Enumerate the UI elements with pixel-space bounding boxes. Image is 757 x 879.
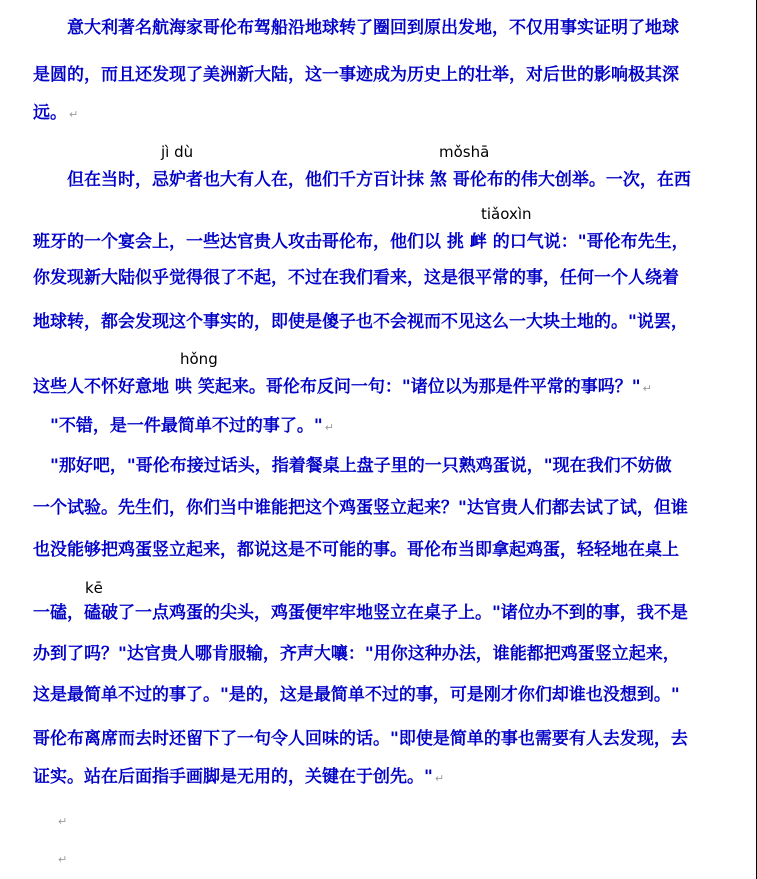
text-line-11: 一个试验。先生们，你们当中谁能把这个鸡蛋竖立起来？"达官贵人们都去试了试，但谁 [33, 498, 688, 518]
text-line-5: 班牙的一个宴会上，一些达官贵人攻击哥伦布，他们以 挑 衅 的口气说："哥伦布先生， [33, 232, 689, 252]
text-line-3: 远。 ↵ [33, 103, 79, 123]
text-line-6: 你发现新大陆似乎觉得很了不起，不过在我们看来，这是很平常的事，任何一个人绕着 [33, 268, 679, 288]
text-line-10: "那好吧，"哥伦布接过话头，指着餐桌上盘子里的一只熟鸡蛋说，"现在我们不妨做 [33, 456, 672, 476]
pinyin-ke: kē [85, 579, 103, 597]
text-line-13: 一磕，磕破了一点鸡蛋的尖头，鸡蛋便牢牢地竖立在桌子上。"诸位办不到的事，我不是 [33, 603, 688, 623]
pinyin-mosha: mǒshā [439, 143, 490, 161]
text-line-7: 地球转，都会发现这个事实的，即使是傻子也不会视而不见这么一大块土地的。"说罢， [33, 312, 688, 332]
text-line-2: 是圆的，而且还发现了美洲新大陆，这一事迹成为历史上的壮举，对后世的影响极其深 [33, 65, 679, 85]
paragraph-mark: ↵ [434, 772, 445, 785]
text-line-1: 意大利著名航海家哥伦布驾船沿地球转了圈回到原出发地，不仅用事实证明了地球 [33, 18, 679, 38]
text-line-14: 办到了吗？"达官贵人哪肯服输，齐声大嚷："用你这种办法，谁能都把鸡蛋竖立起来， [33, 644, 680, 664]
pinyin-tiaoxin: tiǎoxìn [481, 205, 532, 223]
text-line-17: 证实。站在后面指手画脚是无用的，关键在于创先。" ↵ [33, 767, 445, 787]
text-line-15: 这是最简单不过的事了。"是的，这是最简单不过的事，可是刚才你们却谁也没想到。" [33, 685, 680, 705]
empty-paragraph-mark: ↵ [58, 815, 68, 828]
paragraph-mark: ↵ [642, 382, 652, 395]
empty-paragraph-mark: ↵ [58, 853, 68, 866]
pinyin-hong: hǒng [180, 350, 218, 368]
text-line-4: 但在当时，忌妒者也大有人在，他们千方百计抹 煞 哥伦布的伟大创举。一次，在西 [33, 170, 691, 190]
text-line-8: 这些人不怀好意地 哄 笑起来。哥伦布反问一句："诸位以为那是件平常的事吗？" ↵ [33, 377, 652, 397]
text-line-12: 也没能够把鸡蛋竖立起来，都说这是不可能的事。哥伦布当即拿起鸡蛋，轻轻地在桌上 [33, 540, 679, 560]
paragraph-mark: ↵ [324, 421, 334, 434]
text-line-9: "不错，是一件最简单不过的事了。" ↵ [33, 416, 334, 436]
text-line-16: 哥伦布离席而去时还留下了一句令人回味的话。"即使是简单的事也需要有人去发现，去 [33, 729, 688, 749]
paragraph-mark: ↵ [69, 108, 79, 121]
pinyin-jidu: jì dù [161, 143, 194, 161]
